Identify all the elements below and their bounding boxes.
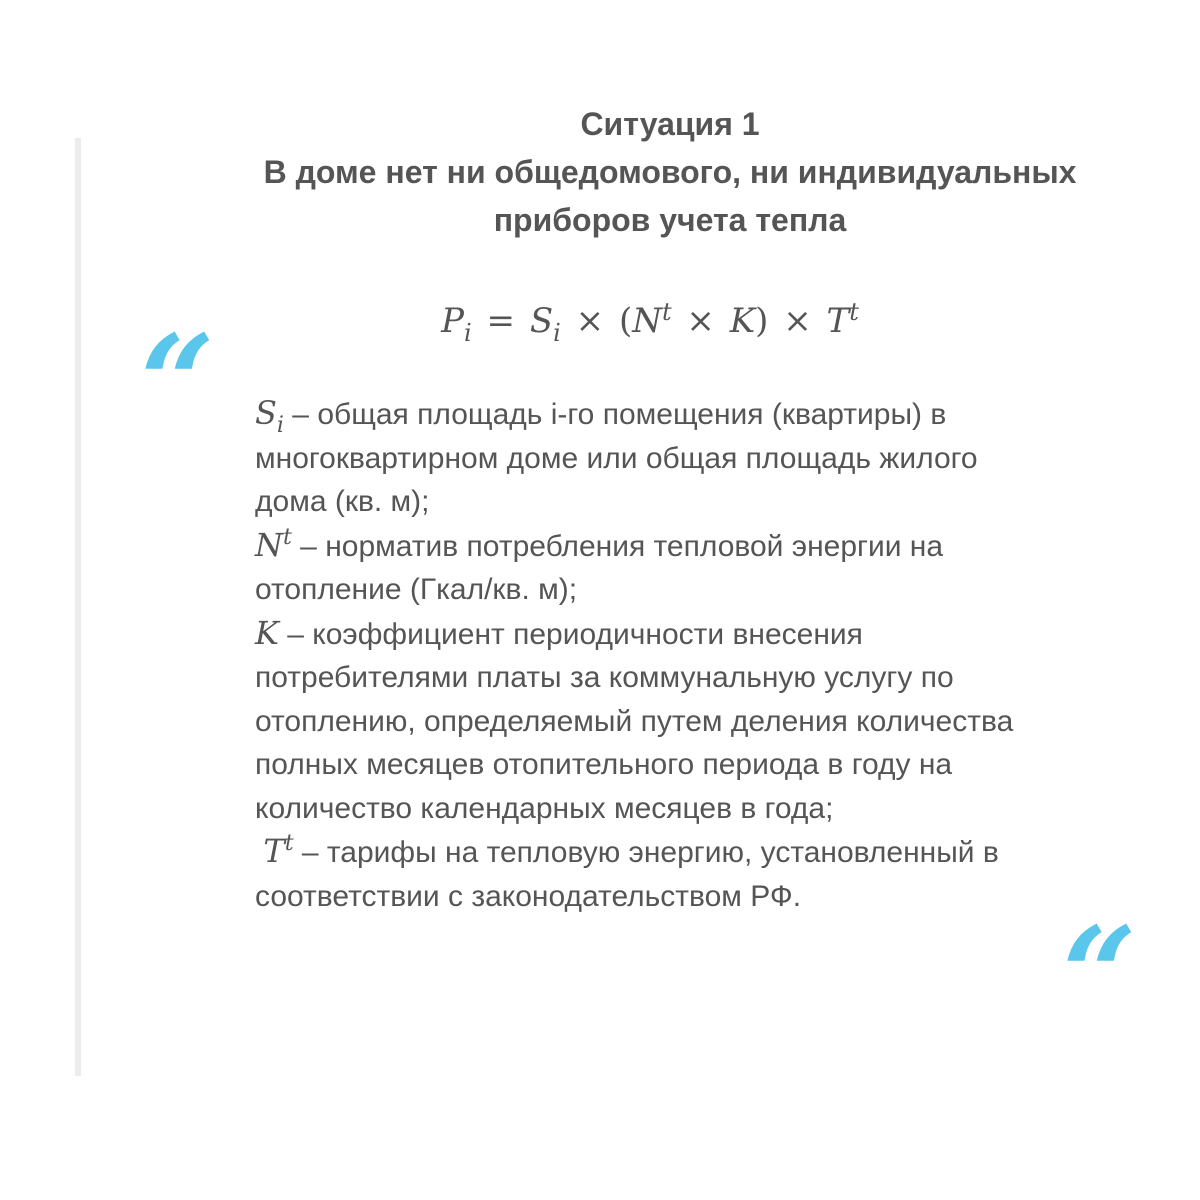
variable-definitions (255, 392, 1045, 918)
formula-t-superscript: t (849, 298, 859, 326)
title-situation-number: Ситуация 1 (580, 106, 760, 142)
definition-s-letter: S (255, 394, 277, 432)
definition-s-text: – общая площадь i-го помещения (квартиры) в многоквартирном доме или общая площадь жилого дома (кв. м); (255, 398, 978, 518)
definition-s-symbol (255, 394, 284, 438)
definition-s-subscript: i (276, 413, 284, 438)
payment-formula (400, 298, 900, 347)
formula-times-3: × (783, 301, 812, 341)
formula-n-superscript: t (661, 298, 672, 326)
definition-t-symbol (263, 832, 293, 870)
definition-n-text: – норматив потребления тепловой энергии на отопление (Гкал/кв. м); (255, 529, 944, 606)
formula-close-paren: ) (755, 301, 769, 341)
definition-k-symbol (255, 614, 279, 652)
definition-t-text: – тарифы на тепловую энергию, установленный в соответствии с законодательством РФ. (255, 836, 999, 913)
title-line-3: приборов учета тепла (493, 202, 847, 238)
formula-n: N (632, 301, 662, 341)
definition-n-symbol (255, 526, 292, 564)
formula-k: K (729, 301, 756, 341)
left-accent-rule (75, 138, 81, 1076)
formula-s: S (529, 301, 554, 341)
formula-t: T (826, 301, 850, 341)
definition-t-letter: T (263, 832, 285, 870)
definition-n-letter: N (255, 525, 283, 564)
definition-n (255, 524, 1045, 612)
open-quote-icon: “ (140, 306, 215, 459)
formula-p-subscript: i (464, 319, 472, 347)
close-quote-icon: “ (1062, 898, 1137, 1051)
title-line-2: В доме нет ни общедомового, ни индивидуальных (263, 154, 1077, 190)
definition-k-letter: K (255, 613, 279, 652)
definition-s (255, 392, 1045, 524)
page-title (200, 100, 1140, 244)
definition-k (255, 612, 1045, 831)
formula-times-1: × (575, 301, 605, 341)
formula-s-subscript: i (553, 319, 561, 347)
definition-n-superscript: t (283, 524, 292, 550)
definition-t-superscript: t (284, 831, 294, 856)
formula-open-paren: ( (618, 301, 633, 341)
definition-t (255, 830, 1045, 918)
formula-p: P (441, 301, 465, 341)
formula-times-2: × (686, 301, 715, 341)
definition-k-text: – коэффициент периодичности внесения потребителями платы за коммунальную услугу по отоплению, определяемый путем деления количества полных месяцев отопительного периода в году на количество календарных месяцев в года; (255, 617, 1014, 825)
formula-equals: = (486, 301, 516, 341)
